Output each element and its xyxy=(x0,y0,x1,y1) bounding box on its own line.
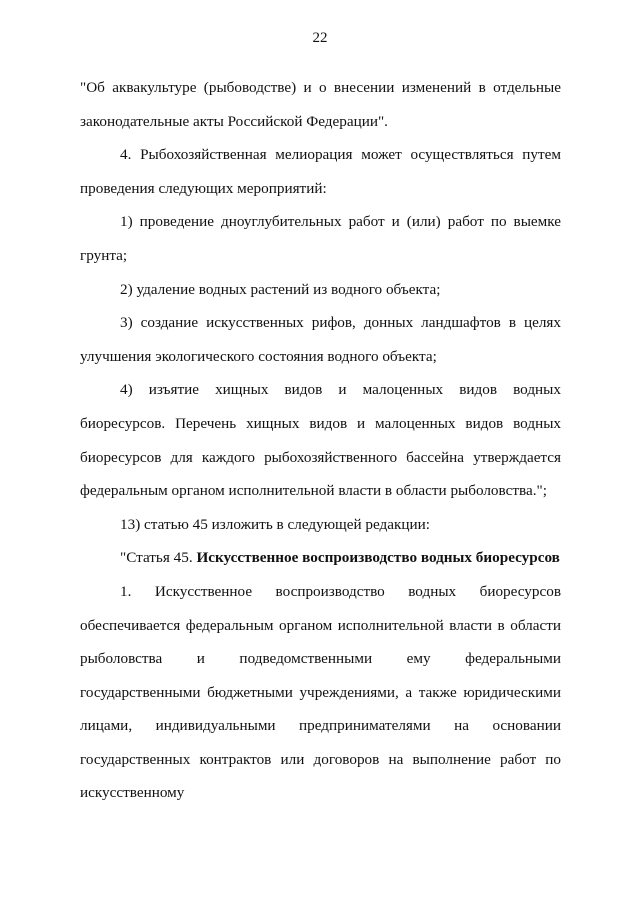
document-body xyxy=(80,71,561,810)
article-45-heading xyxy=(80,541,561,575)
article-45-title: Искусственное воспроизводство водных биоресурсов xyxy=(196,549,560,567)
article-45-label: "Статья 45. xyxy=(120,549,193,567)
article-45-paragraph-1: 1. Искусственное воспроизводство водных биоресурсов обеспечивается федеральным органом исполнительной власти в области рыболовства и подведомственными ему федеральными государственными бюджетными учреждениями, а также юридическими лицами, индивидуальными предпринимателями на основании государственных контрактов или договоров на выполнение работ по искусственному xyxy=(80,582,561,802)
page-number: 22 xyxy=(312,30,328,46)
paragraph-law-title-continuation: "Об аквакультуре (рыбоводстве) и о внесении изменений в отдельные законодательные акты Российской Федерации". xyxy=(80,79,561,130)
paragraph-subitem-3: 3) создание искусственных рифов, донных ландшафтов в целях улучшения экологического состояния водного объекта; xyxy=(80,314,561,365)
paragraph-subitem-2: 2) удаление водных растений из водного объекта; xyxy=(120,280,441,298)
paragraph-subitem-4: 4) изъятие хищных видов и малоценных видов водных биоресурсов. Перечень хищных видов и малоценных видов водных биоресурсов для каждого рыбохозяйственного бассейна утверждается федеральным органом исполнительной власти в области рыболовства."; xyxy=(80,381,561,500)
paragraph-item-13: 13) статью 45 изложить в следующей редакции: xyxy=(120,515,430,533)
paragraph-subitem-1: 1) проведение дноуглубительных работ и (или) работ по выемке грунта; xyxy=(80,213,561,264)
paragraph-item-4-melioration: 4. Рыбохозяйственная мелиорация может осуществляться путем проведения следующих мероприятий: xyxy=(80,146,561,197)
